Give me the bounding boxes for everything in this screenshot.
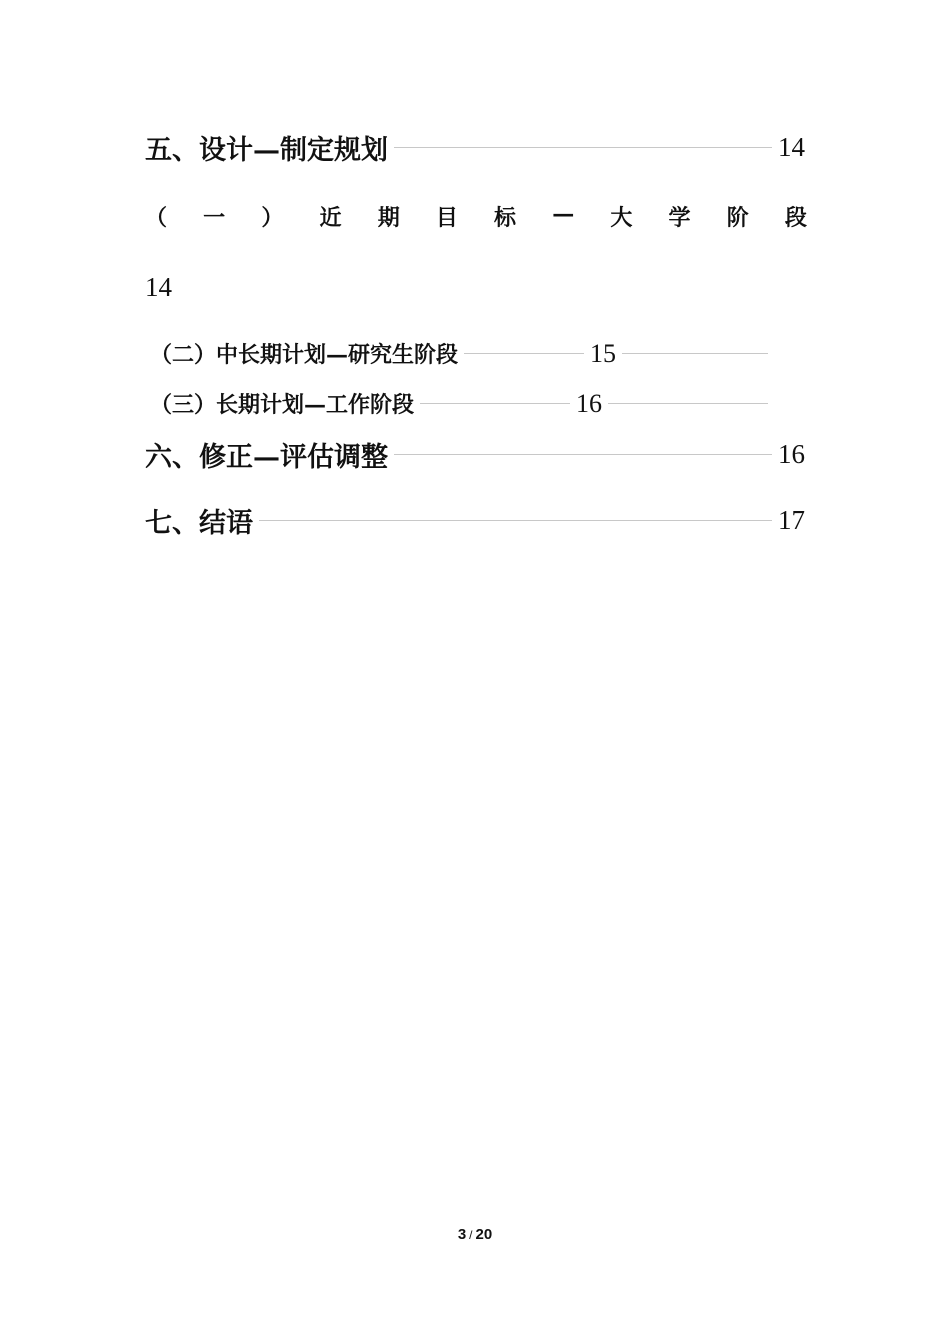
toc-page-number: 17 [778, 505, 805, 535]
toc-entry-label: （二）中长期计划—研究生阶段 [150, 342, 459, 368]
page-number-footer [0, 1226, 950, 1243]
toc-char: 阶 [726, 204, 749, 231]
toc-page-number: 15 [590, 338, 617, 368]
toc-page-number: 14 [778, 132, 805, 162]
toc-entry-label: （三）长期计划—工作阶段 [150, 392, 415, 418]
toc-char: 大 [610, 204, 633, 231]
toc-entry-label: 五、设计—制定规划 [145, 135, 388, 166]
current-page: 3 [457, 1226, 467, 1243]
toc-entry-design-plan[interactable] [145, 128, 805, 167]
toc-char: 一 [203, 204, 226, 231]
toc-entry-long-term-plan[interactable] [150, 388, 774, 419]
toc-entry-label-spread [145, 201, 807, 232]
toc-entry-label: 六、修正—评估调整 [145, 442, 388, 473]
toc-leader-line [420, 403, 570, 404]
page-separator: / [469, 1228, 473, 1242]
toc-leader-line [394, 147, 772, 148]
toc-leader-line [464, 353, 584, 354]
toc-char: （ [145, 204, 168, 231]
toc-char: 标 [494, 204, 517, 231]
toc-char: 近 [319, 204, 342, 231]
toc-leader-line [259, 520, 772, 521]
toc-leader-line [622, 353, 768, 354]
toc-char: 期 [377, 204, 400, 231]
toc-char: 段 [784, 204, 807, 231]
toc-leader-line [608, 403, 768, 404]
toc-page-number: 14 [145, 272, 172, 302]
toc-entry-mid-term-plan[interactable] [150, 338, 774, 369]
toc-entry-label: 七、结语 [145, 508, 253, 539]
toc-leader-line [394, 454, 772, 455]
toc-char: 学 [668, 204, 691, 231]
toc-char: ） [261, 204, 284, 231]
toc-entry-short-term-goal[interactable] [145, 196, 807, 236]
toc-page-number: 16 [576, 388, 603, 418]
toc-char: 目 [435, 204, 458, 231]
total-pages: 20 [475, 1226, 493, 1243]
toc-page-number: 16 [778, 439, 805, 469]
toc-entry-conclusion[interactable] [145, 501, 805, 540]
toc-entry-revise-evaluate[interactable] [145, 435, 805, 474]
toc-char: — [552, 200, 575, 227]
